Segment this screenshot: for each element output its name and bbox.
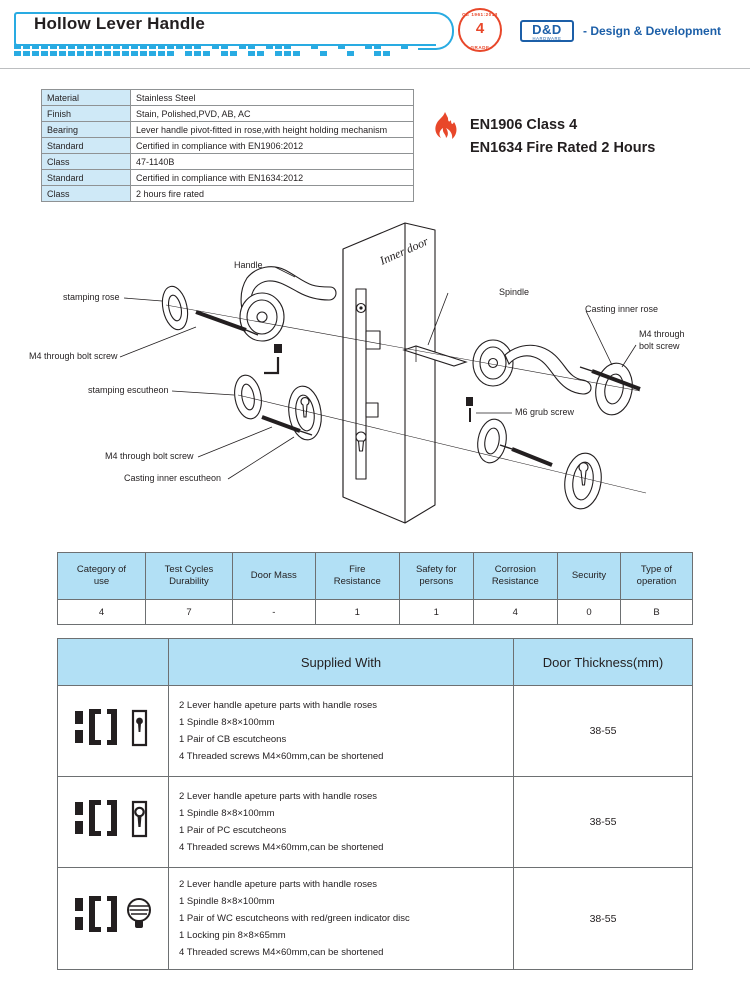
table-header-row [58,639,693,686]
header-line-1: Category of [76,564,127,575]
perf-value-test-cycles: 7 [145,600,232,625]
supplied-header-description: Supplied With [169,639,514,686]
desc-line: 2 Lever handle apeture parts with handle roses [179,700,378,711]
desc-line: 1 Spindle 8×8×100mm [179,717,275,728]
spec-key: Class [42,154,131,170]
header-line-1: Corrosion [494,564,536,575]
desc-line: 2 Lever handle apeture parts with handle roses [179,879,378,890]
specification-table [41,89,414,202]
desc-line: 4 Threaded screws M4×60mm,can be shortened [179,947,384,958]
header-line-1: Door Mass [250,570,297,581]
spec-value: Stain, Polished,PVD, AB, AC [131,106,414,122]
supplied-description-wc [169,868,514,970]
label-m4-bolt-lower-left: M4 through bolt screw [105,451,194,461]
header-line-1: Safety for [415,564,457,575]
label-stamping-escutcheon: stamping escutheon [88,385,169,395]
table-row [42,90,414,106]
desc-line: 1 Locking pin 8×8×65mm [179,930,286,941]
perf-header-safety-for-persons [399,553,473,600]
desc-line: 1 Spindle 8×8×100mm [179,808,275,819]
header-line-2: Resistance [491,576,539,587]
desc-line: 1 Spindle 8×8×100mm [179,896,275,907]
perf-value-door-mass: - [232,600,315,625]
pc-escutcheon-icon [58,777,169,868]
brand-tagline: - Design & Development [583,24,722,38]
table-header-row [58,553,693,600]
supplied-with-table [57,638,693,970]
desc-line: 1 Pair of PC escutcheons [179,825,287,836]
cb-escutcheon-icon [58,686,169,777]
header-line-2: Durability [169,576,209,587]
label-handle: Handle [234,260,263,270]
page-header [0,0,750,62]
table-row [42,186,414,202]
spec-key: Material [42,90,131,106]
perf-header-corrosion-resistance [473,553,557,600]
desc-line: 2 Lever handle apeture parts with handle roses [179,791,378,802]
header-line-2: Resistance [333,576,381,587]
label-m4-bolt-right-line1: M4 through [639,329,685,339]
spec-key: Finish [42,106,131,122]
certification-line-1: EN1906 Class 4 [470,117,578,133]
spec-value: Lever handle pivot-fitted in rose,with height holding mechanism [131,122,414,138]
spec-value: 47-1140B [131,154,414,170]
label-casting-inner-rose: Casting inner rose [585,304,659,314]
perf-header-fire-resistance [315,553,399,600]
perf-value-safety-for-persons: 1 [399,600,473,625]
wc-escutcheon-icon [58,868,169,970]
brand-logo-sub: HARDWARE [532,36,562,41]
supplied-with-table-wrapper [57,638,693,970]
spec-value: Certified in compliance with EN1906:2012 [131,138,414,154]
cb-escutcheon-glyph [73,705,153,753]
certification-line-2: EN1634 Fire Rated 2 Hours [470,140,656,156]
header-divider [0,68,750,69]
label-m4-bolt-right-line2: bolt screw [639,341,680,351]
table-row [58,777,693,868]
perf-header-test-cycles [145,553,232,600]
supplied-header-thickness: Door Thickness(mm) [514,639,693,686]
perf-header-security [558,553,621,600]
wc-escutcheon-glyph [73,892,153,940]
desc-line: 1 Pair of CB escutcheons [179,734,287,745]
spec-value: Stainless Steel [131,90,414,106]
table-row [58,686,693,777]
spec-value: Certified in compliance with EN1634:2012 [131,170,414,186]
brand-logo-main: D&D [532,22,562,37]
table-row [42,106,414,122]
label-spindle: Spindle [499,287,530,297]
table-row [42,122,414,138]
header-line-2: operation [636,576,677,587]
perf-header-category-of-use [58,553,146,600]
supplied-thickness-wc: 38-55 [514,868,693,970]
decorative-dot-grid [14,44,414,60]
supplied-header-icon [58,639,169,686]
page-title: Hollow Lever Handle [34,14,206,33]
perf-value-type-of-operation: B [620,600,692,625]
door-label: Inner door [377,233,431,268]
table-row [42,138,414,154]
supplied-thickness-cb: 38-55 [514,686,693,777]
desc-line: 4 Threaded screws M4×60mm,can be shortened [179,842,384,853]
spec-key: Class [42,186,131,202]
spec-key: Standard [42,170,131,186]
table-row [58,600,693,625]
certification-text [470,114,655,160]
exploded-assembly-diagram [0,205,750,535]
table-row [42,170,414,186]
ce-badge-number: 4 [475,20,485,37]
table-row [58,868,693,970]
label-casting-inner-escutcheon: Casting inner escutheon [124,473,222,483]
desc-line: 1 Pair of WC escutcheons with red/green indicator disc [179,913,410,924]
pc-escutcheon-glyph [73,796,153,844]
perf-header-door-mass [232,553,315,600]
table-row [42,154,414,170]
spec-key: Bearing [42,122,131,138]
supplied-description-pc [169,777,514,868]
perf-value-fire-resistance: 1 [315,600,399,625]
ce-badge-top-text: CE 1961:2013 [462,12,498,17]
header-line-1: Type of [640,564,673,575]
header-line-2: use [93,576,110,587]
perf-value-corrosion-resistance: 4 [473,600,557,625]
label-m6-grub-screw: M6 grub screw [515,407,575,417]
flame-icon [432,112,458,146]
supplied-thickness-pc: 38-55 [514,777,693,868]
ce-badge-bottom-text: GRADE [470,45,490,50]
label-stamping-rose: stamping rose [63,292,120,302]
perf-value-category-of-use: 4 [58,600,146,625]
header-line-2: persons [419,576,454,587]
perf-header-type-of-operation [620,553,692,600]
supplied-description-cb [169,686,514,777]
label-m4-bolt-upper-left: M4 through bolt screw [29,351,118,361]
header-line-1: Fire [349,564,366,575]
header-line-1: Security [571,570,607,581]
performance-classification-table [57,552,693,625]
header-line-1: Test Cycles [164,564,214,575]
performance-table-wrapper [57,552,693,625]
ce-grade-badge [458,8,504,54]
brand-logo [520,20,574,42]
perf-value-security: 0 [558,600,621,625]
spec-key: Standard [42,138,131,154]
desc-line: 4 Threaded screws M4×60mm,can be shortened [179,751,384,762]
spec-value: 2 hours fire rated [131,186,414,202]
